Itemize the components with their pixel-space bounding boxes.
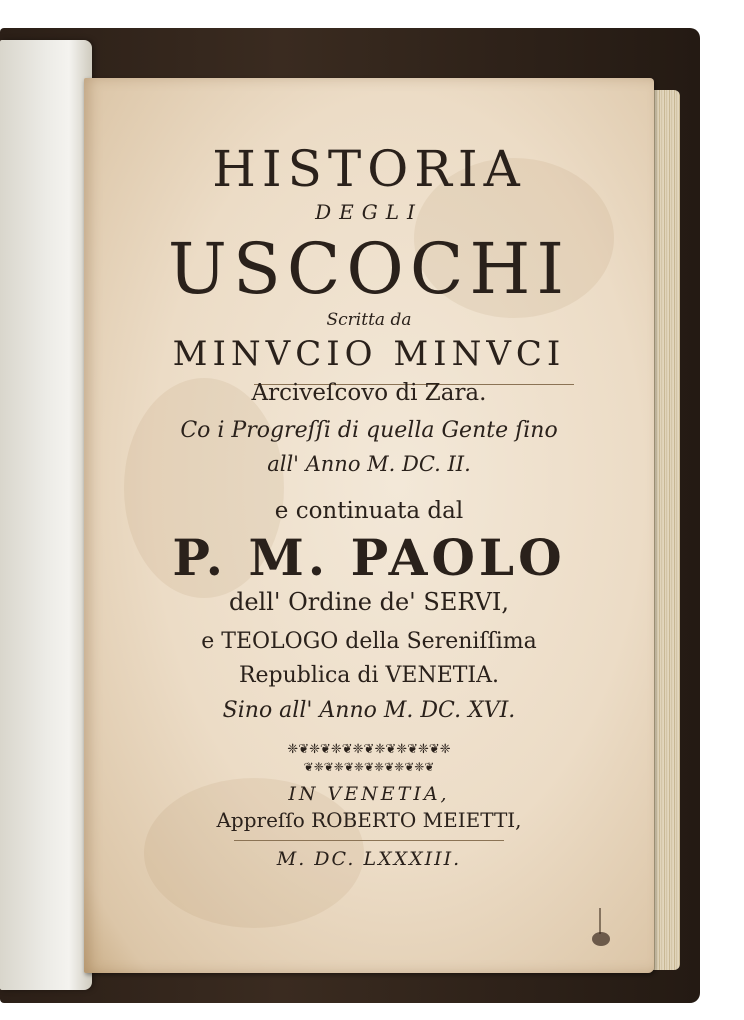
author-name: MINVCIO MINVCI: [172, 334, 566, 374]
ink-mark: [599, 908, 601, 934]
continuator-name: P. M. PAOLO: [172, 528, 566, 587]
subtitle-year: all' Anno M. DC. II.: [267, 452, 471, 476]
continuation-year: Sino all' Anno M. DC. XVI.: [222, 698, 516, 723]
imprint-printer: Appreſſo ROBERTO MEIETTI,: [216, 808, 522, 832]
printers-ornament: ❈❦❈❦❈❦❈❦❈❦❈❦❈❦❈: [287, 742, 451, 757]
ink-blot: [592, 932, 610, 946]
author-title: Arciveſcovo di Zara.: [251, 380, 487, 406]
imprint-rule: [234, 840, 504, 841]
continuator-role: e TEOLOGO della Sereniſſima: [201, 629, 537, 654]
title-historia: HISTORIA: [212, 140, 526, 198]
title-degli: DEGLI: [315, 200, 423, 224]
printers-ornament: ❦❈❦❈❦❈❦❈❦❈❦❈❦: [303, 760, 435, 774]
subtitle-progress: Co i Progreſſi di quella Gente ſino: [180, 418, 558, 443]
continuator-order: dell' Ordine de' SERVI,: [228, 588, 510, 616]
title-page: [84, 78, 654, 973]
flyleaf: [0, 40, 92, 990]
title-uscochi: USCOCHI: [167, 228, 571, 310]
written-by-label: Scritta da: [326, 310, 412, 330]
imprint-year: M. DC. LXXXIII.: [276, 848, 462, 870]
imprint-place: IN VENETIA,: [288, 783, 450, 805]
republic-name: Republica di VENETIA.: [238, 663, 500, 688]
continued-by-label: e continuata dal: [274, 498, 464, 524]
